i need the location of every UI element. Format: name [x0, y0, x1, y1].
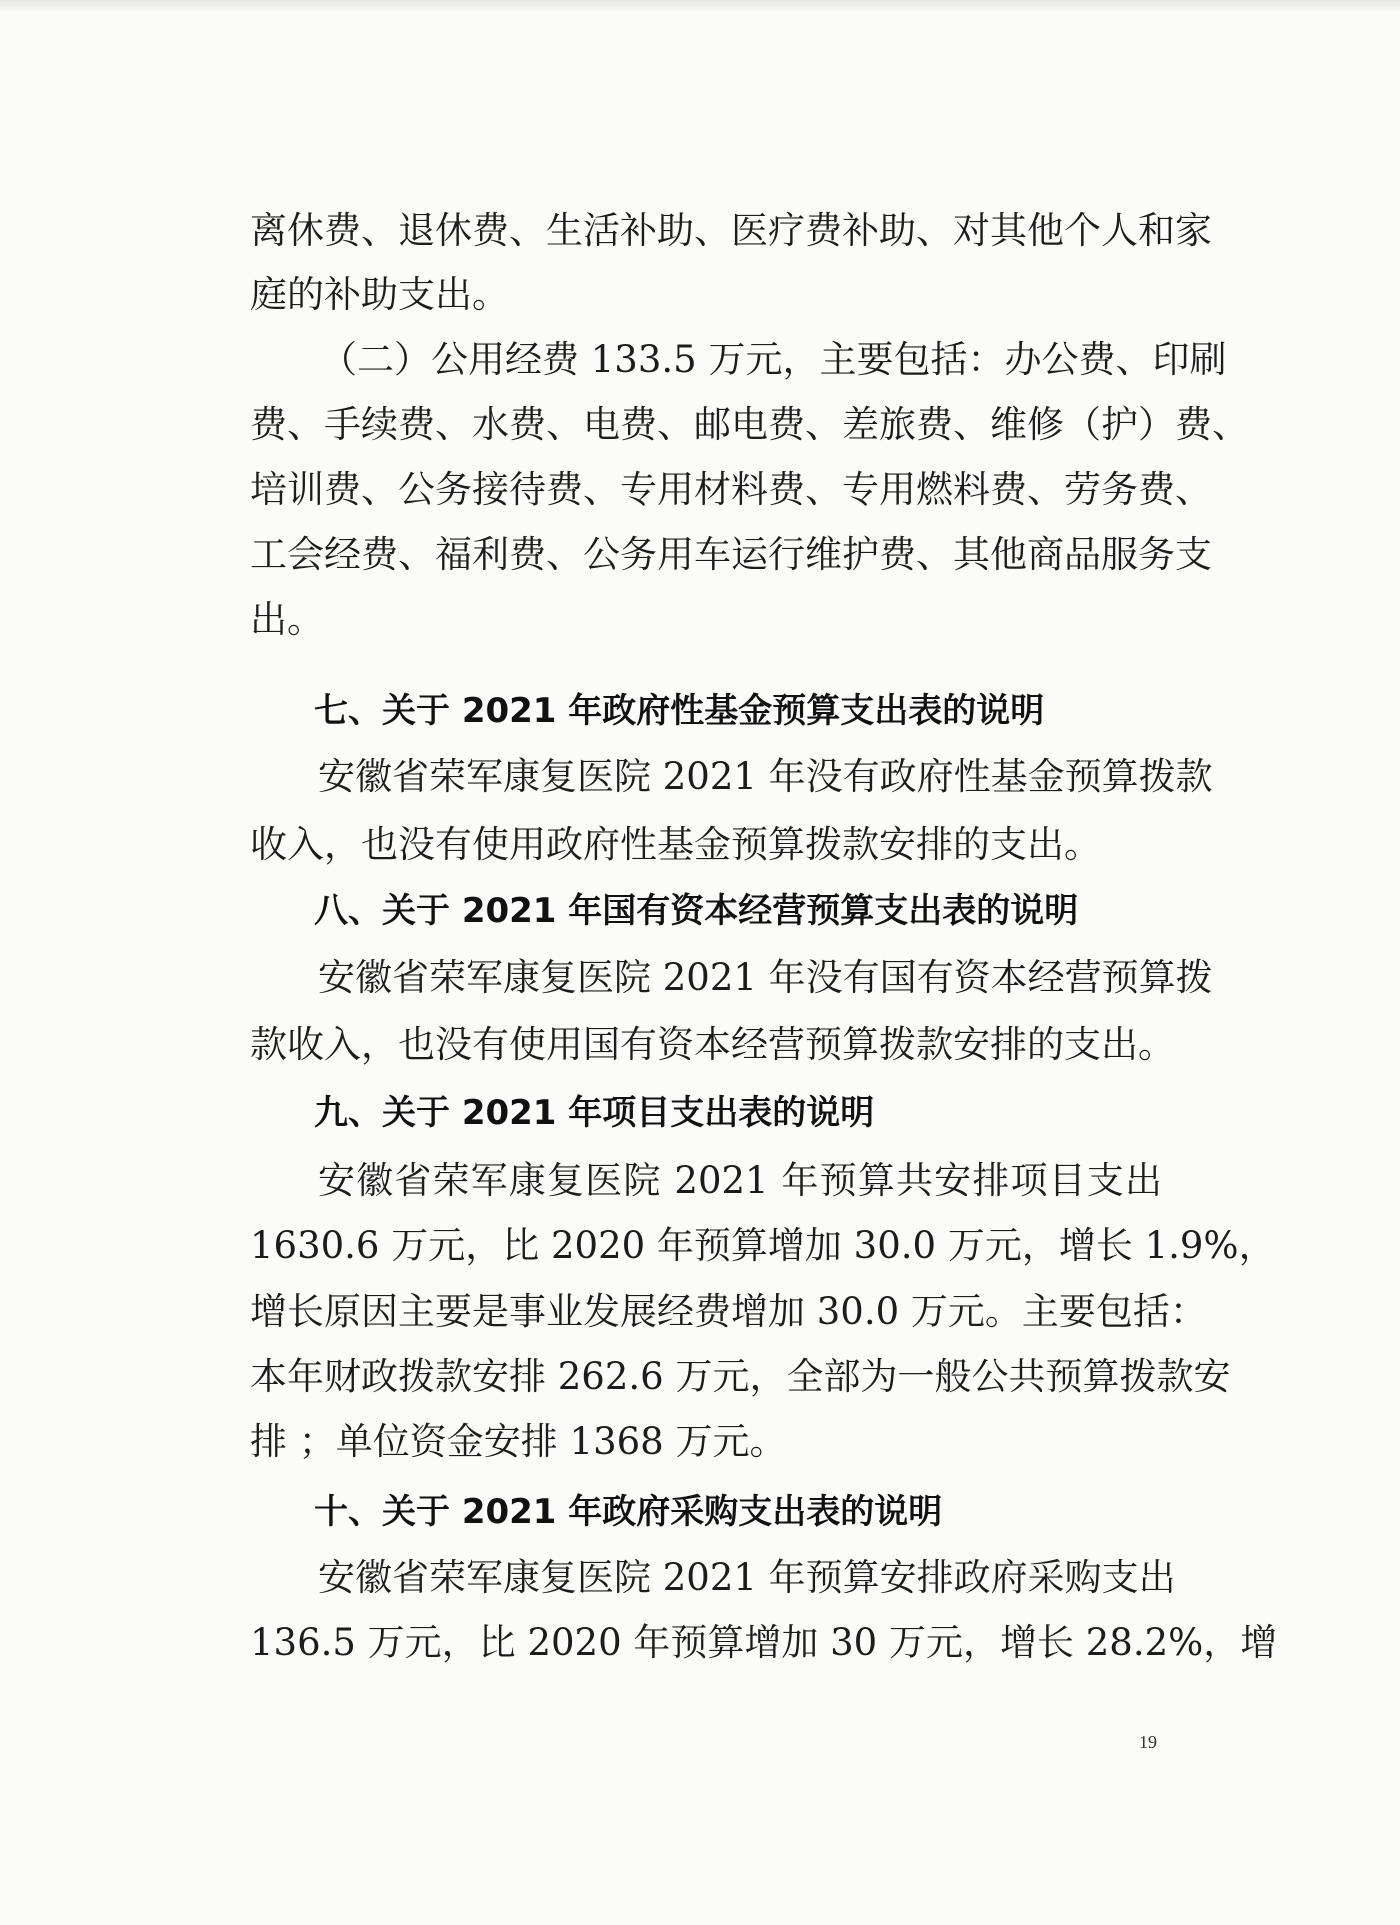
section-heading: 八、关于 2021 年国有资本经营预算支出表的说明: [314, 891, 1079, 931]
paragraph-line: 安徽省荣军康复医院 2021 年没有国有资本经营预算拨: [318, 956, 1213, 999]
paragraph-line: 安徽省荣军康复医院 2021 年预算共安排项目支出: [318, 1159, 1162, 1202]
paragraph-line: 排 ；单位资金安排 1368 万元。: [250, 1420, 787, 1463]
paragraph-line: 安徽省荣军康复医院 2021 年预算安排政府采购支出: [318, 1556, 1176, 1599]
scan-edge-shadow: [0, 0, 1400, 12]
paragraph-line: 出。: [250, 598, 324, 641]
paragraph-line: 本年财政拨款安排 262.6 万元，全部为一般公共预算拨款安: [250, 1355, 1231, 1398]
paragraph-line: 庭的补助支出。: [250, 273, 509, 316]
section-heading: 九、关于 2021 年项目支出表的说明: [314, 1093, 875, 1133]
paragraph-line: 增长原因主要是事业发展经费增加 30.0 万元。主要包括：: [250, 1290, 1207, 1333]
paragraph-line: 1630.6 万元，比 2020 年预算增加 30.0 万元，增长 1.9%，: [250, 1224, 1276, 1267]
paragraph-line: 款收入，也没有使用国有资本经营预算拨款安排的支出。: [250, 1023, 1175, 1066]
page-number: 19: [1139, 1732, 1157, 1752]
paragraph-line: 工会经费、福利费、公务用车运行维护费、其他商品服务支: [250, 533, 1212, 576]
paragraph-line: 离休费、退休费、生活补助、医疗费补助、对其他个人和家: [250, 209, 1212, 252]
paragraph-line: 安徽省荣军康复医院 2021 年没有政府性基金预算拨款: [318, 755, 1213, 798]
paragraph-line: 收入，也没有使用政府性基金预算拨款安排的支出。: [250, 823, 1101, 866]
paragraph-line: 136.5 万元，比 2020 年预算增加 30 万元，增长 28.2%，增: [250, 1621, 1278, 1664]
paragraph-line: 培训费、公务接待费、专用材料费、专用燃料费、劳务费、: [250, 468, 1212, 511]
section-heading: 七、关于 2021 年政府性基金预算支出表的说明: [314, 691, 1045, 731]
paragraph-line: 费、手续费、水费、电费、邮电费、差旅费、维修（护）费、: [250, 403, 1249, 446]
section-heading: 十、关于 2021 年政府采购支出表的说明: [314, 1492, 943, 1532]
paragraph-line: （二）公用经费 133.5 万元，主要包括：办公费、印刷: [320, 338, 1227, 381]
